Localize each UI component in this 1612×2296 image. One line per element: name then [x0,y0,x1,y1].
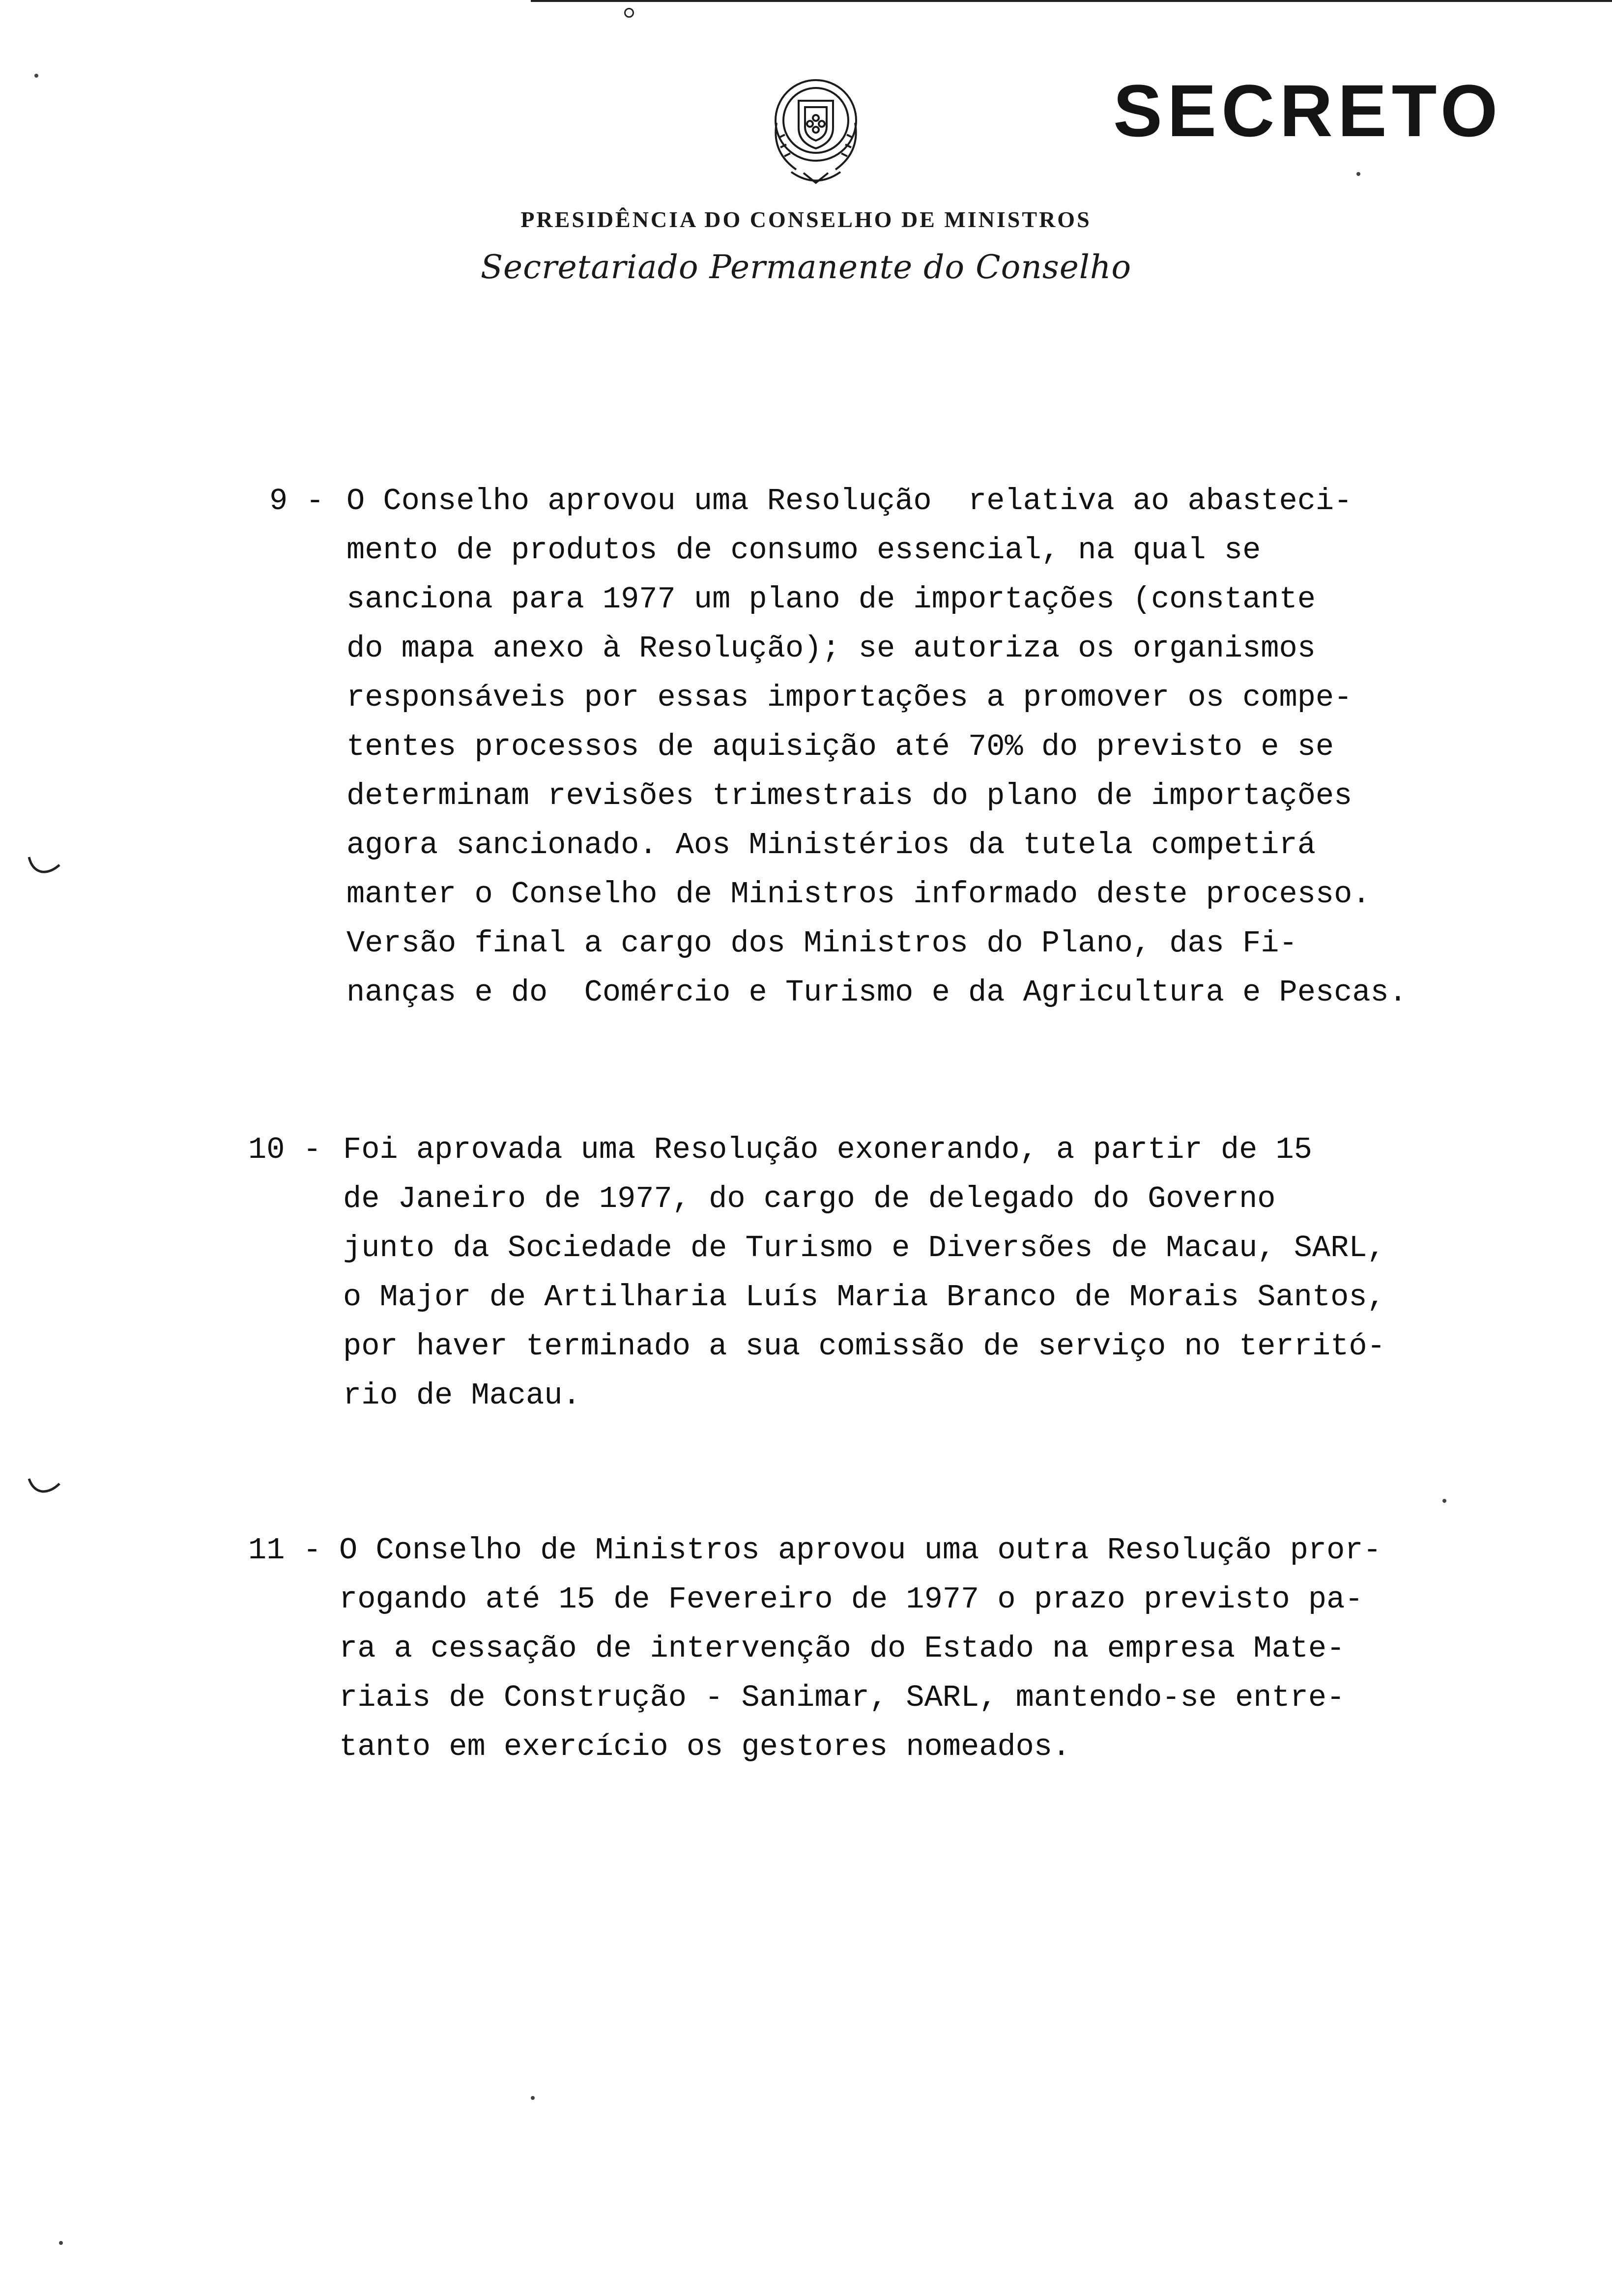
paragraph-line: rogando até 15 de Fevereiro de 1977 o prazo previsto pa- [339,1582,1363,1617]
header-title: PRESIDÊNCIA DO CONSELHO DE MINISTROS [520,207,1092,232]
paragraph-line: O Conselho de Ministros aprovou uma outra Resolução pror- [339,1533,1382,1568]
paragraph-line: determinam revisões trimestrais do plano de importações [346,778,1353,813]
paragraph-line: ra a cessação de intervenção do Estado na empresa Mate- [339,1631,1345,1666]
paragraph-line: Versão final a cargo dos Ministros do Plano, das Fi- [346,926,1297,961]
paragraph-line: nanças e do Comércio e Turismo e da Agricultura e Pescas. [346,975,1407,1010]
paragraph-line: de Janeiro de 1977, do cargo de delegado do Governo [343,1181,1276,1216]
paragraph-line: do mapa anexo à Resolução); se autoriza os organismos [346,631,1316,666]
coat-of-arms-icon [757,69,875,192]
item-number: 10 - [248,1132,321,1167]
item-paragraph [343,1125,1385,1420]
check-mark-icon [27,855,61,875]
punch-mark [624,8,634,18]
paragraph-line: o Major de Artilharia Luís Maria Branco de Morais Santos, [343,1280,1385,1315]
scan-speck [531,2096,535,2100]
scan-speck [59,2241,63,2245]
paragraph-line: tanto em exercício os gestores nomeados. [339,1729,1071,1764]
item-paragraph [346,477,1407,1017]
paragraph-line: tentes processos de aquisição até 70% do previsto e se [346,729,1334,764]
paragraph-line: sanciona para 1977 um plano de importações (constante [346,582,1316,617]
paragraph-line: manter o Conselho de Ministros informado deste processo. [346,877,1371,912]
paragraph-line: responsáveis por essas importações a promover os compe- [346,680,1353,715]
classification-stamp: SECRETO [1113,69,1503,152]
paragraph-line: mento de produtos de consumo essencial, na qual se [346,533,1261,568]
paragraph-line: O Conselho aprovou uma Resolução relativa ao abasteci- [346,484,1353,518]
header-subtitle: Secretariado Permanente do Conselho [480,248,1132,286]
paragraph-line: junto da Sociedade de Turismo e Diversões de Macau, SARL, [343,1231,1385,1265]
paragraph-line: Foi aprovada uma Resolução exonerando, a partir de 15 [343,1132,1312,1167]
paragraph-line: por haver terminado a sua comissão de serviço no territó- [343,1329,1385,1364]
top-rule [531,0,1612,2]
paragraph-line: rio de Macau. [343,1378,581,1413]
scan-speck [1356,172,1360,176]
item-number: 11 - [248,1533,321,1568]
check-mark-icon [27,1477,61,1496]
item-paragraph [339,1526,1382,1772]
paragraph-line: riais de Construção - Sanimar, SARL, mantendo-se entre- [339,1680,1345,1715]
paragraph-line: agora sancionado. Aos Ministérios da tutela competirá [346,828,1316,862]
scan-speck [1442,1499,1446,1503]
scan-speck [34,74,38,78]
item-number: 9 - [269,484,324,518]
